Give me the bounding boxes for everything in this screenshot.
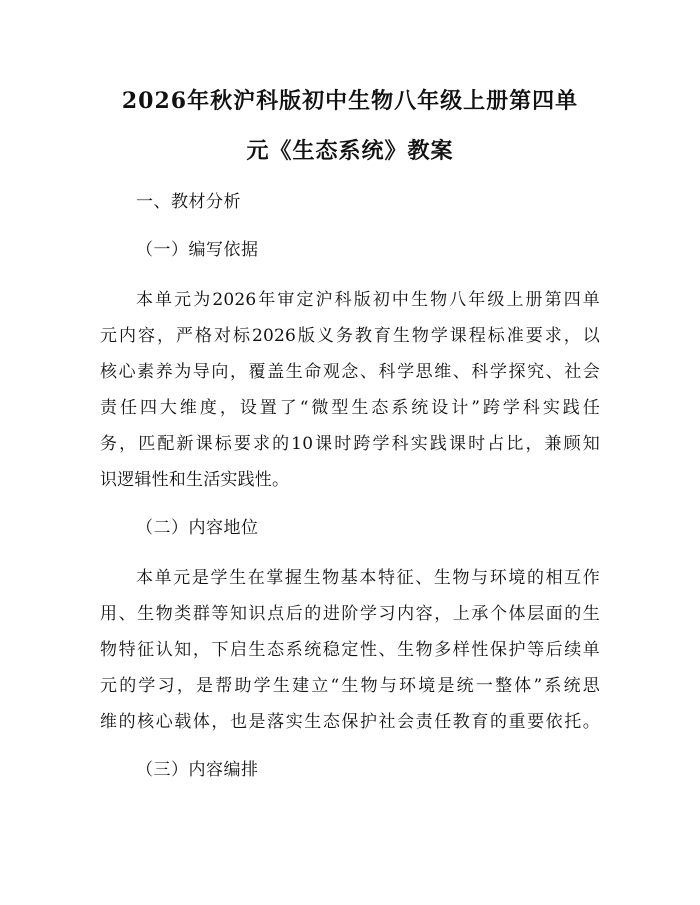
- paragraph-line: 元内容，严格对标2026版义务教育生物学课程标准要求，以: [100, 326, 600, 346]
- paragraph-line: 物特征认知，下启生态系统稳定性、生物多样性保护等后续单: [100, 640, 600, 660]
- paragraph-line: 用、生物类群等知识点后的进阶学习内容，上承个体层面的生: [100, 604, 600, 624]
- document-title-line-1: 2026年秋沪科版初中生物八年级上册第四单: [121, 88, 579, 114]
- subheading-content-arrangement: （三）内容编排: [136, 760, 259, 780]
- document-title-line-2: 元《生态系统》教案: [246, 138, 454, 164]
- section-heading-materials-analysis: 一、教材分析: [136, 192, 241, 212]
- paragraph-line: 本单元为2026年审定沪科版初中生物八年级上册第四单: [136, 290, 600, 310]
- subheading-content-position: （二）内容地位: [136, 518, 259, 538]
- paragraph-line: 核心素养为导向，覆盖生命观念、科学思维、科学探究、社会: [100, 362, 600, 382]
- paragraph-line: 元的学习，是帮助学生建立“生物与环境是统一整体”系统思: [100, 676, 600, 696]
- paragraph-line: 责任四大维度，设置了“微型生态系统设计”跨学科实践任: [100, 398, 600, 418]
- paragraph-line: 本单元是学生在掌握生物基本特征、生物与环境的相互作: [136, 568, 600, 588]
- paragraph-line: 识逻辑性和生活实践性。: [100, 470, 290, 490]
- subheading-basis: （一）编写依据: [136, 240, 259, 260]
- paragraph-line: 务，匹配新课标要求的10课时跨学科实践课时占比，兼顾知: [100, 434, 600, 454]
- paragraph-line: 维的核心载体，也是落实生态保护社会责任教育的重要依托。: [100, 712, 600, 732]
